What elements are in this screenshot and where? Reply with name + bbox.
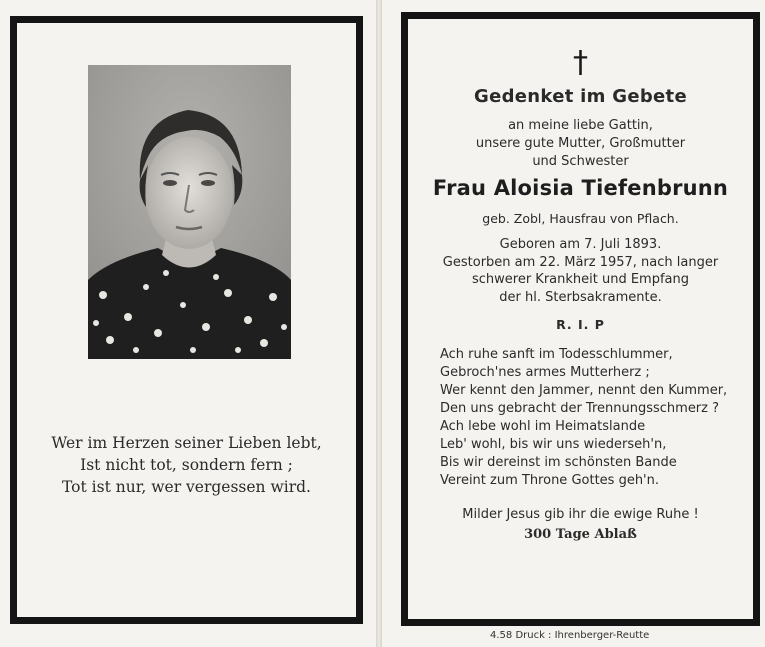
- printer-imprint: 4.58 Druck : Ihrenberger-Reutte: [490, 630, 650, 641]
- poem-line: Den uns gebracht der Trennungsschmerz ?: [440, 401, 720, 416]
- portrait-illustration: [88, 65, 291, 359]
- poem-line: Bis wir dereinst im schönsten Bande: [440, 455, 677, 470]
- portrait-photo: [88, 65, 291, 359]
- dedication: [408, 117, 753, 171]
- verse-line: Ist nicht tot, sondern fern ;: [80, 456, 293, 474]
- date-line: der hl. Sterbsakramente.: [499, 289, 662, 305]
- deceased-name: Frau Aloisia Tiefenbrunn: [432, 176, 729, 200]
- poem-line: Ach ruhe sanft im Todesschlummer,: [440, 347, 673, 362]
- life-dates: [408, 236, 753, 306]
- origin-line: geb. Zobl, Hausfrau von Pflach.: [482, 211, 679, 226]
- heading: Gedenket im Gebete: [474, 86, 687, 107]
- poem-line: Gebroch'nes armes Mutterherz ;: [440, 365, 650, 380]
- date-line: Geboren am 7. Juli 1893.: [499, 237, 662, 252]
- poem: [440, 346, 755, 490]
- date-line: Gestorben am 22. März 1957, nach langer: [442, 254, 719, 270]
- prayer-line: Milder Jesus gib ihr die ewige Ruhe !: [462, 507, 699, 522]
- dedication-line: und Schwester: [532, 154, 629, 169]
- verse-line: Tot ist nur, wer vergessen wird.: [62, 478, 311, 496]
- date-line: schwerer Krankheit und Empfang: [471, 272, 690, 287]
- rip-label: R. I. P: [556, 317, 605, 332]
- cross-icon: †: [573, 45, 588, 80]
- dedication-line: unsere gute Mutter, Großmutter: [475, 136, 686, 151]
- poem-line: Leb' wohl, bis wir uns wiederseh'n,: [440, 437, 667, 452]
- poem-line: Wer kennt den Jammer, nennt den Kummer,: [440, 383, 728, 398]
- poem-line: Vereint zum Throne Gottes geh'n.: [440, 473, 660, 488]
- poem-line: Ach lebe wohl im Heimatslande: [440, 419, 646, 434]
- memorial-verse: [20, 432, 353, 498]
- verse-line: Wer im Herzen seiner Lieben lebt,: [51, 434, 322, 452]
- dedication-line: an meine liebe Gattin,: [508, 118, 653, 133]
- indulgence-line: 300 Tage Ablaß: [524, 527, 637, 542]
